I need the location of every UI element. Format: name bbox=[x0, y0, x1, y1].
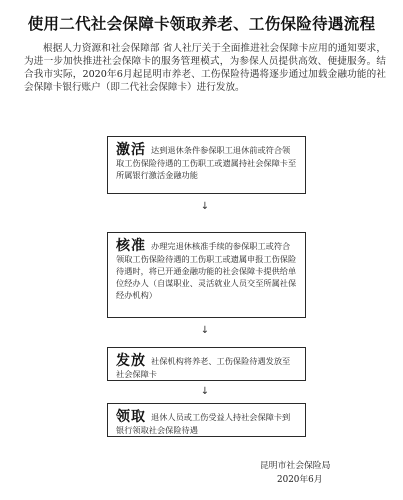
step-text: 办理完退休核准手续的参保职工或符合领取工伤保险待遇的工伤职工或遗属申报工伤保险待遇时，将已开通金融功能的社会保障卡提供给单位经办人（自谋职业、灵活就业人员交至所属社保经办机构） bbox=[116, 241, 297, 300]
intro-paragraph: 根据人力资源和社会保障部 省人社厅关于全面推进社会保障卡应用的通知要求，为进一步加快推进社会保障卡的服务管理模式，为参保人员提供高效、便捷服务。结合我市实际，2020年6月起昆明市养老、工伤保险待遇将逐步通过加载金融功能的社会保障卡银行账户（即二代社会保障卡）进行发放。 bbox=[24, 43, 386, 93]
down-arrow-icon: ↓ bbox=[200, 201, 210, 212]
step-heading: 领取 bbox=[116, 409, 146, 425]
step-heading: 激活 bbox=[116, 142, 146, 158]
down-arrow-icon: ↓ bbox=[200, 386, 210, 397]
issue-date: 2020年6月 bbox=[277, 475, 323, 485]
step-text: 退休人员或工伤受益人持社会保障卡到银行领取社会保险待遇 bbox=[116, 412, 291, 435]
flow-step-approve bbox=[107, 232, 306, 318]
step-heading: 发放 bbox=[116, 353, 146, 369]
issuer-name: 昆明市社会保险局 bbox=[260, 461, 331, 471]
flow-step-issue bbox=[107, 347, 306, 381]
step-text: 社保机构将养老、工伤保险待遇发放至社会保障卡 bbox=[116, 356, 291, 379]
step-heading: 核准 bbox=[116, 238, 146, 254]
flow-step-activate bbox=[107, 136, 306, 194]
step-text: 达到退休条件参保职工退休前或符合领取工伤保险待遇的工伤职工或遗属持社会保障卡至所属银行激活金融功能 bbox=[116, 145, 297, 180]
flow-step-collect bbox=[107, 403, 306, 437]
down-arrow-icon: ↓ bbox=[200, 325, 210, 336]
page-title: 使用二代社会保障卡领取养老、工伤保险待遇流程 bbox=[27, 15, 376, 33]
